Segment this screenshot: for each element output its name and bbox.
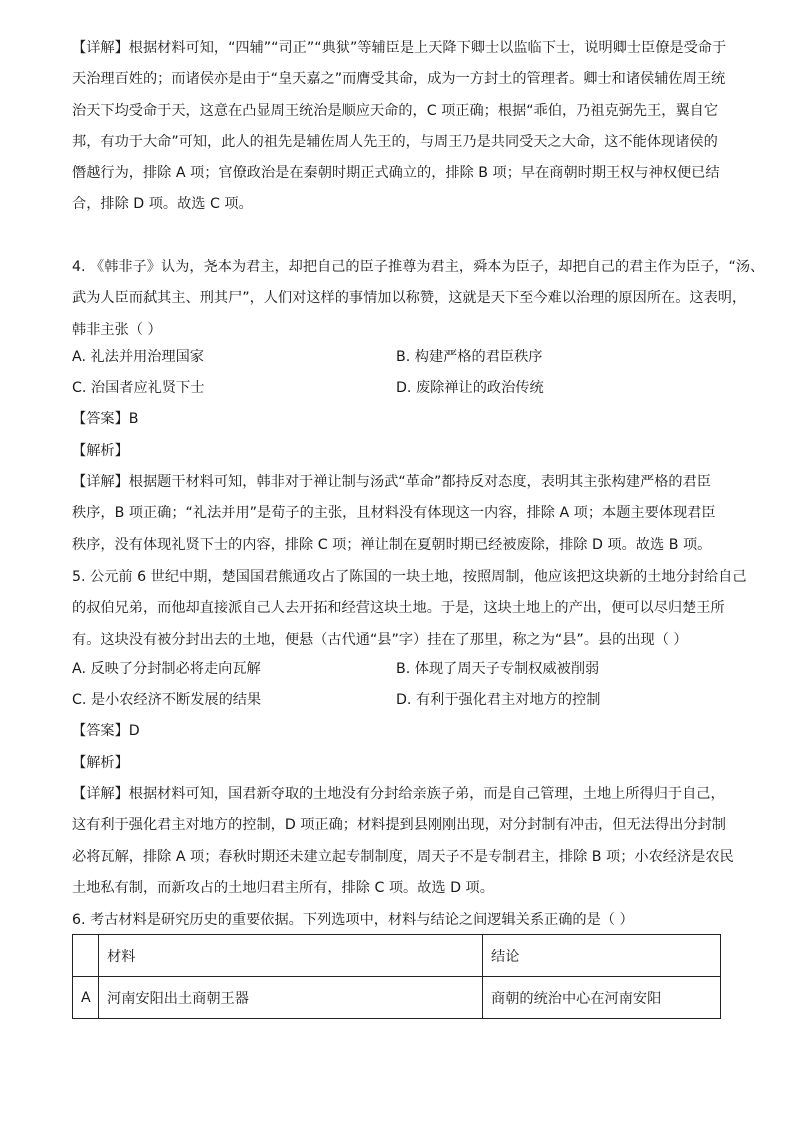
table-row-material: 河南安阳出土商朝王器: [99, 977, 483, 1019]
text-line: 天治理百姓的；而诸侯亦是由于“皇天嘉之”而膺受其命，成为一方封土的管理者。卿士和诸侯辅佐周王统: [72, 71, 726, 88]
text-line: 秩序，没有体现礼贤下士的内容，排除 C 项；禅让制在夏朝时期已经被废除，排除 D 项。故选 B 项。: [72, 536, 712, 553]
table-row-conclusion: 商朝的统治中心在河南安阳: [483, 977, 721, 1019]
table-header-material: 材料: [99, 935, 483, 977]
q5-option-a: A. 反映了分封制必将走向瓦解: [72, 661, 261, 677]
text-line: 僭越行为，排除 A 项；官僚政治是在秦朝时期正式确立的，排除 B 项；早在商朝时期王权与神权便已结: [72, 165, 720, 182]
q5-option-d: D. 有利于强化君主对地方的控制: [396, 692, 601, 708]
table-row: [73, 977, 721, 1019]
q6-stem: 6. 考古材料是研究历史的重要依据。下列选项中，材料与结论之间逻辑关系正确的是（ ）: [72, 912, 634, 928]
text-line: 有。这块没有被分封出去的土地，便悬（古代通“县”字）挂在了那里，称之为“县”。县的出现（ ）: [72, 631, 688, 648]
q5-answer: 【答案】D: [72, 723, 140, 739]
q3-explanation: [72, 33, 727, 221]
text-line: 韩非主张（ ）: [72, 321, 162, 338]
table-header-conclusion: 结论: [483, 935, 721, 977]
q5-analysis-label: 【解析】: [72, 755, 129, 771]
table-row-key: A: [73, 977, 99, 1019]
text-line: 4. 《韩非子》认为，尧本为君主，却把自己的臣子推尊为君主，舜本为臣子，却把自己的君主作为臣子，“汤、: [72, 259, 765, 275]
text-line: 邦，有功于大命”可知，此人的祖先是辅佐周人先王的，与周王乃是共同受天之大命，这不能体现诸侯的: [72, 133, 718, 150]
q4-option-c: C. 治国者应礼贤下士: [72, 380, 205, 396]
q5-option-c: C. 是小农经济不断发展的结果: [72, 692, 262, 708]
text-line: 5. 公元前 6 世纪中期，楚国国君熊通攻占了陈国的一块土地，按照周制，他应该把这块新的土地分封给自己: [72, 569, 747, 585]
q6-table: [72, 934, 721, 1019]
text-line: 武为人臣而弑其主、刑其尸”，人们对这样的事情加以称赞，这就是天下至今难以治理的原因所在。这表明，: [72, 290, 747, 307]
text-line: 必将瓦解，排除 A 项；春秋时期还未建立起专制制度，周天子不是专制君主，排除 B 项；小农经济是农民: [72, 848, 734, 865]
table-header-key: [73, 935, 99, 977]
q4-option-b: B. 构建严格的君臣秩序: [396, 349, 543, 365]
q5-option-b: B. 体现了周天子专制权威被削弱: [396, 661, 600, 677]
q5-explanation: [72, 779, 734, 904]
text-line: 【详解】根据题干材料可知，韩非对于禅让制与汤武“革命”都持反对态度，表明其主张构建严格的君臣: [72, 474, 711, 490]
q4-answer: 【答案】B: [72, 411, 139, 427]
table-header-row: [73, 935, 721, 977]
text-line: 土地私有制，而新攻占的土地归君主所有，排除 C 项。故选 D 项。: [72, 879, 494, 896]
text-line: 这有利于强化君主对地方的控制，D 项正确；材料提到县刚刚出现，对分封制有冲击，但无法得出分封制: [72, 817, 726, 834]
text-line: 【详解】根据材料可知，“四辅”“司正”“典狱”等辅臣是上天降下卿士以监临下士，说明卿士臣僚是受命于: [72, 40, 727, 56]
text-line: 治天下均受命于天，这意在凸显周王统治是顺应天命的，C 项正确；根据“乖伯，乃祖克弼先王，翼自它: [72, 102, 719, 119]
q4-analysis-label: 【解析】: [72, 443, 129, 459]
text-line: 秩序，B 项正确；“礼法并用”是荀子的主张，且材料没有体现这一内容，排除 A 项；本题主要体现君臣: [72, 505, 716, 522]
text-line: 合，排除 D 项。故选 C 项。: [72, 196, 253, 213]
q5-stem: [72, 562, 747, 656]
q4-option-d: D. 废除禅让的政治传统: [396, 380, 544, 396]
q4-stem: [72, 252, 765, 346]
q4-explanation: [72, 467, 724, 561]
text-line: 的叔伯兄弟，而他却直接派自己人去开拓和经营这块土地。于是，这块土地上的产出，便可以尽归楚王所: [72, 600, 725, 617]
q4-option-a: A. 礼法并用治理国家: [72, 349, 204, 365]
text-line: 【详解】根据材料可知，国君新夺取的土地没有分封给亲族子弟，而是自己管理，土地上所得归于自己，: [72, 786, 725, 802]
